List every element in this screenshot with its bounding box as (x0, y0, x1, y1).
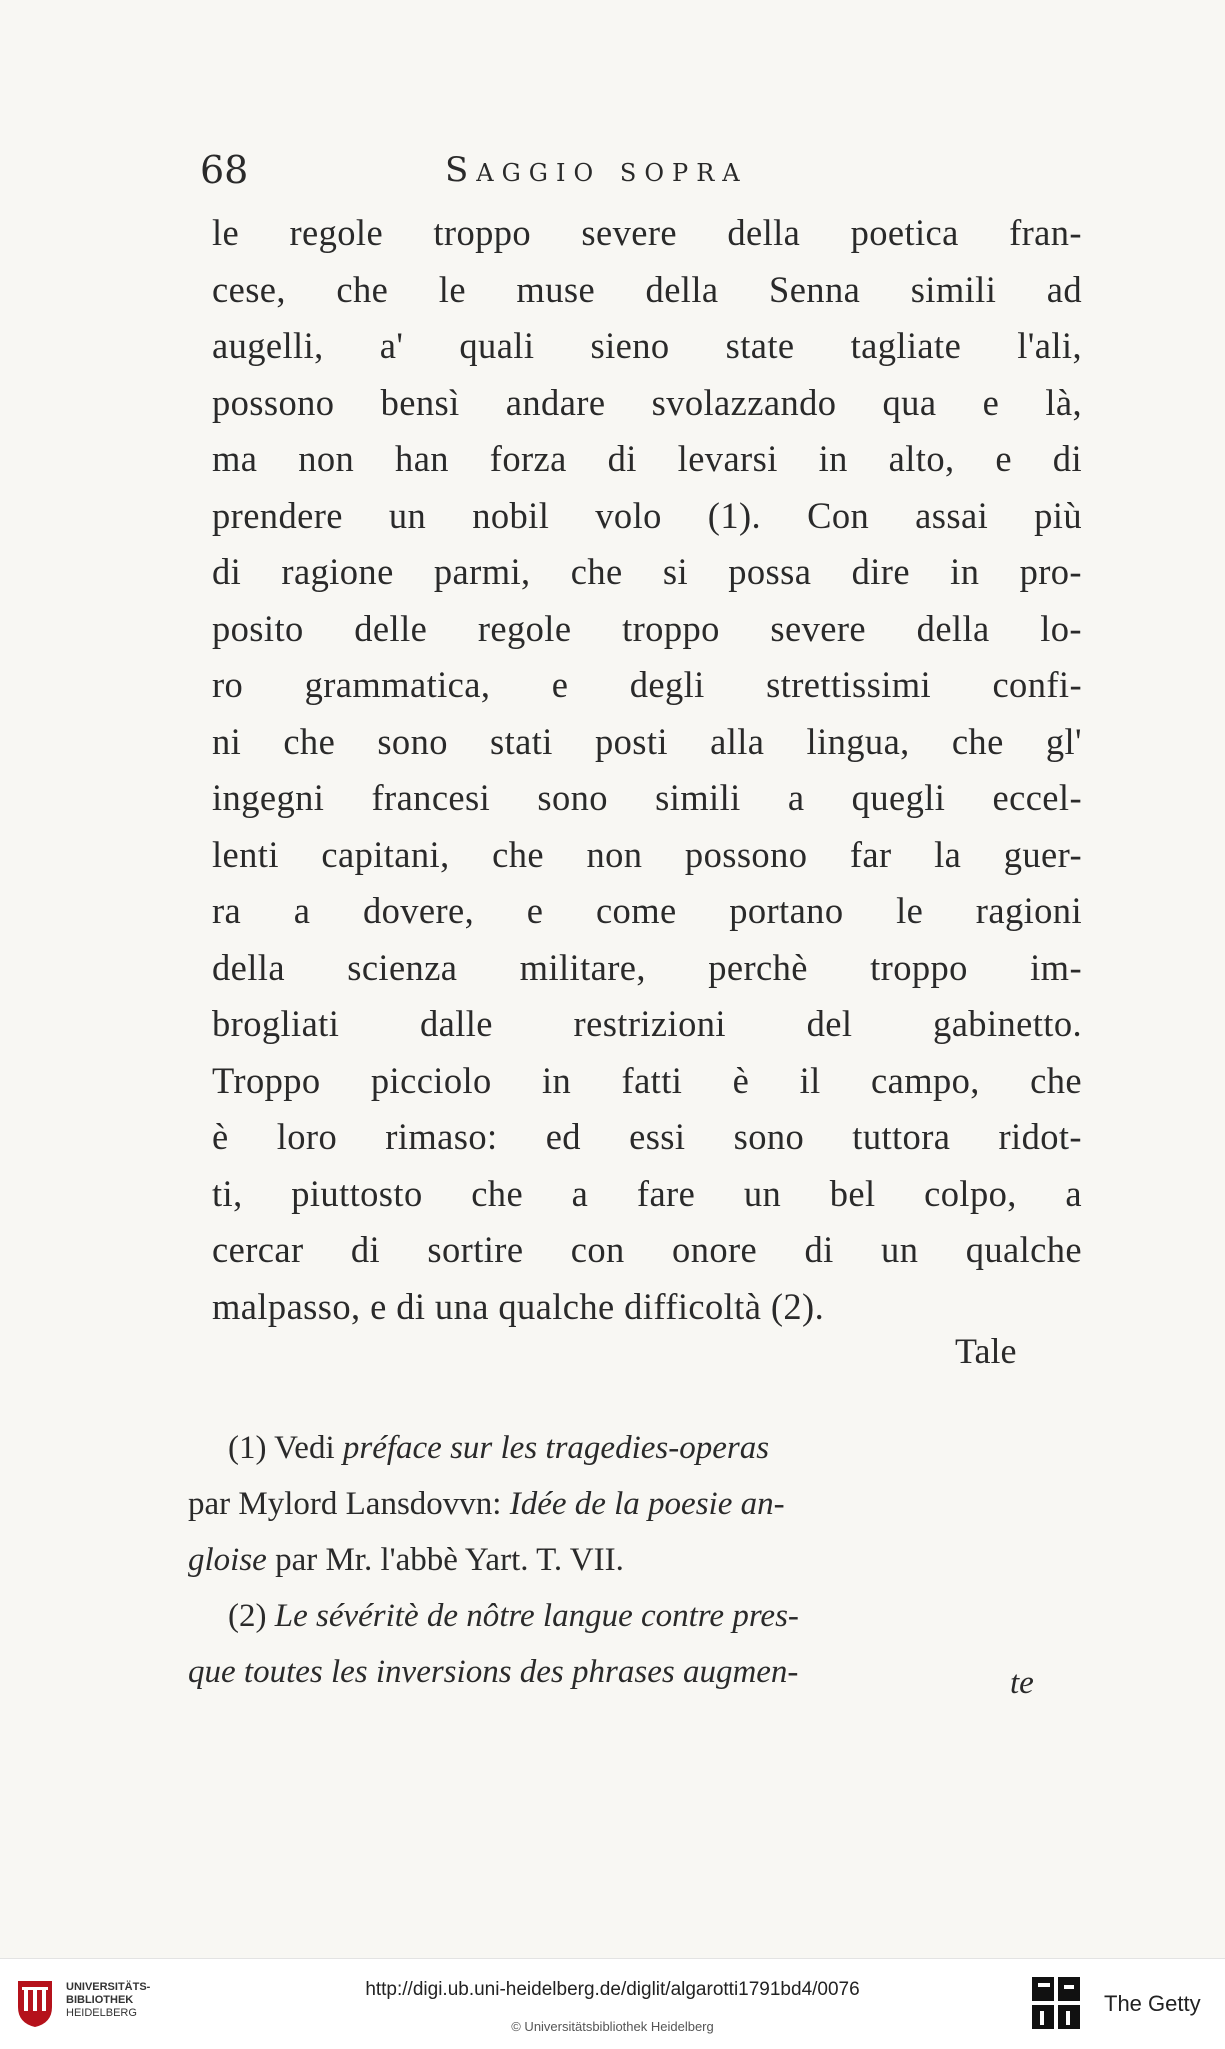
footnote-text: par Mr. l'abbè Yart. T. VII. (266, 1542, 624, 1578)
text-line: ti, piuttosto che a fare un bel colpo, a (212, 1172, 1082, 1214)
footnote-2-line (228, 1588, 1083, 1644)
viewer-footer (0, 1958, 1225, 2049)
footnote-catchword: te (1010, 1665, 1034, 1701)
footnote-italic-text: préface sur les tragedies-operas (342, 1430, 770, 1466)
text-line: è loro rimaso: ed essi sono tuttora ridot- (212, 1116, 1082, 1157)
body-text (212, 205, 1082, 1335)
page-number: 68 (200, 148, 249, 192)
library-name-line: BIBLIOTHEK (66, 1994, 134, 2006)
page-header (200, 148, 1100, 198)
text-line: ro grammatica, e degli strettissimi confi- (212, 664, 1082, 705)
text-line: cercar di sortire con onore di un qualche (212, 1229, 1082, 1270)
text-line: prendere un nobil volo (1). Con assai più (212, 494, 1082, 536)
running-title: Saggio sopra (445, 150, 748, 190)
footnotes (188, 1420, 1083, 1700)
library-name-line: UNIVERSITÄTS- (66, 1981, 151, 1993)
text-line: ni che sono stati posti alla lingua, che gl' (212, 720, 1082, 762)
text-line: le regole troppo severe della poetica fran- (212, 212, 1082, 253)
text-line: lenti capitani, che non possono far la guer- (212, 833, 1082, 875)
text-line: della scienza militare, perchè troppo im- (212, 946, 1082, 988)
catchword: Tale (955, 1331, 1017, 1371)
text-line: possono bensì andare svolazzando qua e là, (212, 381, 1082, 423)
text-line: brogliati dalle restrizioni del gabinetto. (212, 1003, 1082, 1044)
footnote-text: (2) (228, 1598, 275, 1634)
footnote-1-line (188, 1532, 1083, 1588)
footnote-italic-text: Le sévéritè de nôtre langue contre pres- (274, 1598, 799, 1634)
footnote-italic-text: gloise (188, 1542, 267, 1578)
library-name-line: HEIDELBERG (66, 2007, 137, 2019)
footnote-text: par Mylord Lansdovvn: (188, 1486, 510, 1522)
footnote-1-line (188, 1476, 1083, 1532)
text-line: cese, che le muse della Senna simili ad (212, 268, 1082, 310)
text-line: ingegni francesi sono simili a quegli eccel- (212, 777, 1082, 818)
partner-name[interactable]: The Getty (1104, 1991, 1201, 2016)
text-line: ma non han forza di levarsi in alto, e di (212, 438, 1082, 479)
text-line: ra a dovere, e come portano le ragioni (212, 890, 1082, 931)
footnote-italic-text: Idée de la poesie an- (509, 1486, 785, 1522)
text-line: posito delle regole troppo severe della lo- (212, 607, 1082, 649)
footnote-2-line: que toutes les inversions des phrases augmen- (188, 1654, 799, 1690)
text-line: augelli, a' quali sieno state tagliate l'ali, (212, 325, 1082, 366)
getty-logo-icon[interactable] (1030, 1975, 1082, 2031)
footnote-1-line (228, 1420, 1083, 1476)
text-line: di ragione parmi, che si possa dire in pro- (212, 551, 1082, 592)
text-line: malpasso, e di una qualche difficoltà (2). (212, 1285, 825, 1327)
permalink-url[interactable]: http://digi.ub.uni-heidelberg.de/diglit/algarotti1791bd4/0076 (365, 1979, 860, 2000)
text-line: Troppo picciolo in fatti è il campo, che (212, 1059, 1082, 1101)
footnote-text: (1) Vedi (228, 1430, 343, 1466)
copyright-notice: © Universitätsbibliothek Heidelberg (511, 2019, 714, 2034)
